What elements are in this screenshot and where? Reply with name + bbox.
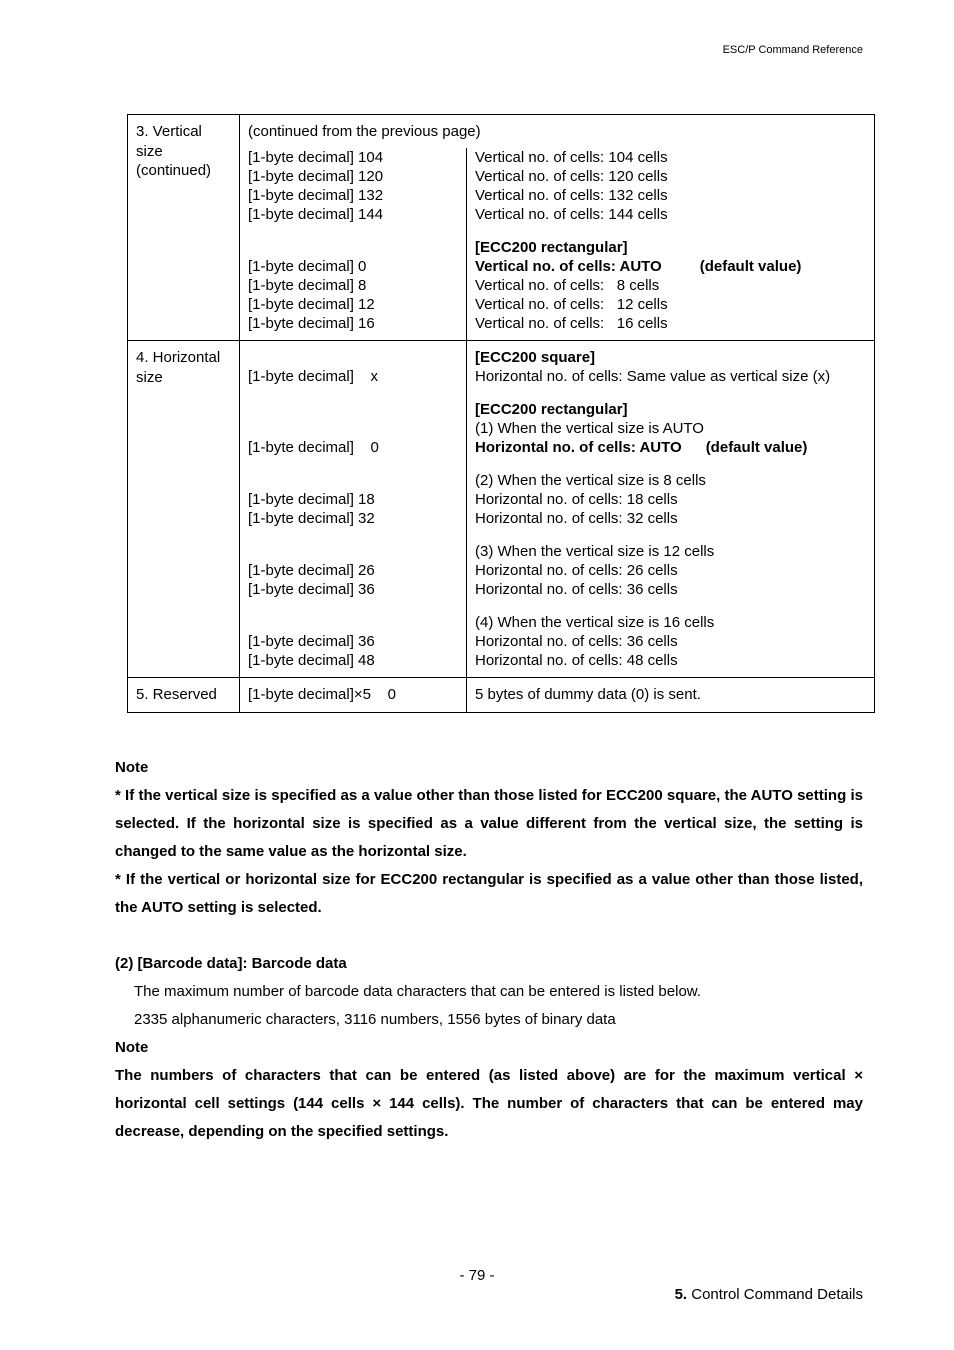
table-row-horizontal-size	[128, 341, 874, 678]
rect-heading: [ECC200 rectangular]	[475, 401, 628, 418]
chapter-footer: 5. Control Command Details	[674, 1286, 863, 1303]
param-cell: [1-byte decimal] 104 [1-byte decimal] 120 [1-byte decimal] 132 [1-byte decimal] 144 [1-byte decimal] 0 [1-byte decimal] 8 [1-byte decimal] 12 [1-byte decimal] 16	[240, 148, 467, 340]
body-text: The maximum number of barcode data characters that can be entered is listed below.	[134, 983, 701, 1000]
parameter-table	[127, 114, 875, 713]
square-heading: [ECC200 square]	[475, 349, 596, 366]
page-number: - 79 -	[459, 1267, 495, 1284]
section-heading: (2) [Barcode data]: Barcode data	[115, 955, 347, 972]
table-row-vertical-size	[128, 115, 874, 341]
description-cell: [ECC200 square] Horizontal no. of cells: Same value as vertical size (x) [ECC200 rectangular] (1) When the vertical size is AUTO Horizontal no. of cells: AUTO (default value) (2) When the vertical size is 8 cells Horizontal no. of cells: 18 cells Horizontal no. of cells: 32 cells (3) When the vertical size is 12 cells Horizontal no. of cells: 26 cells Horizontal no. of cells: 36 cells (4) When the vertical size is 16 cells Horizontal no. of cells: 36 cells Horizontal no. of cells: 48 cells	[467, 341, 874, 677]
note-section	[115, 758, 863, 922]
note-paragraph: The numbers of characters that can be entered (as listed above) are for the maximum vertical × horizontal cell settings (144 cells × 144 cells). The number of characters that can be entered may decrease, depending on the specified settings.	[115, 1067, 863, 1140]
continued-note: (continued from the previous page)	[248, 123, 481, 140]
row-label-vertical-size: 3. Vertical size (continued)	[128, 115, 240, 340]
document-header: ESC/P Command Reference	[722, 44, 863, 56]
note-paragraph: * If the vertical size is specified as a value other than those listed for ECC200 square, the AUTO setting is selected. If the horizontal size is specified as a value different from the vertical size, the setting is changed to the same value as the horizontal size.	[115, 787, 863, 860]
note-label: Note	[115, 1039, 149, 1056]
row-label-horizontal-size: 4. Horizontal size	[128, 341, 240, 677]
note-label: Note	[115, 759, 149, 776]
description-cell: Vertical no. of cells: 104 cells Vertical no. of cells: 120 cells Vertical no. of cells: 132 cells Vertical no. of cells: 144 cells [ECC200 rectangular] Vertical no. of cells: AUTO (default value) Vertical no. of cells: 8 cells Vertical no. of cells: 12 cells Vertical no. of cells: 16 cells	[467, 148, 874, 340]
barcode-data-section	[115, 950, 863, 1146]
note-paragraph: * If the vertical or horizontal size for ECC200 rectangular is specified as a value other than those listed, the AUTO setting is selected.	[115, 871, 863, 916]
param-cell: [1-byte decimal]×5 0	[240, 678, 467, 712]
table-row-reserved	[128, 678, 874, 712]
default-value-label: (default value)	[705, 439, 808, 456]
rect-heading: [ECC200 rectangular]	[475, 239, 628, 256]
row-label-reserved: 5. Reserved	[128, 678, 240, 712]
default-value-label: (default value)	[699, 258, 802, 275]
description-cell: 5 bytes of dummy data (0) is sent.	[475, 686, 701, 703]
param-cell: [1-byte decimal] x [1-byte decimal] 0 [1-byte decimal] 18 [1-byte decimal] 32 [1-byte decimal] 26 [1-byte decimal] 36 [1-byte decimal] 36 [1-byte decimal] 48	[240, 341, 467, 677]
body-text: 2335 alphanumeric characters, 3116 numbers, 1556 bytes of binary data	[134, 1011, 616, 1028]
